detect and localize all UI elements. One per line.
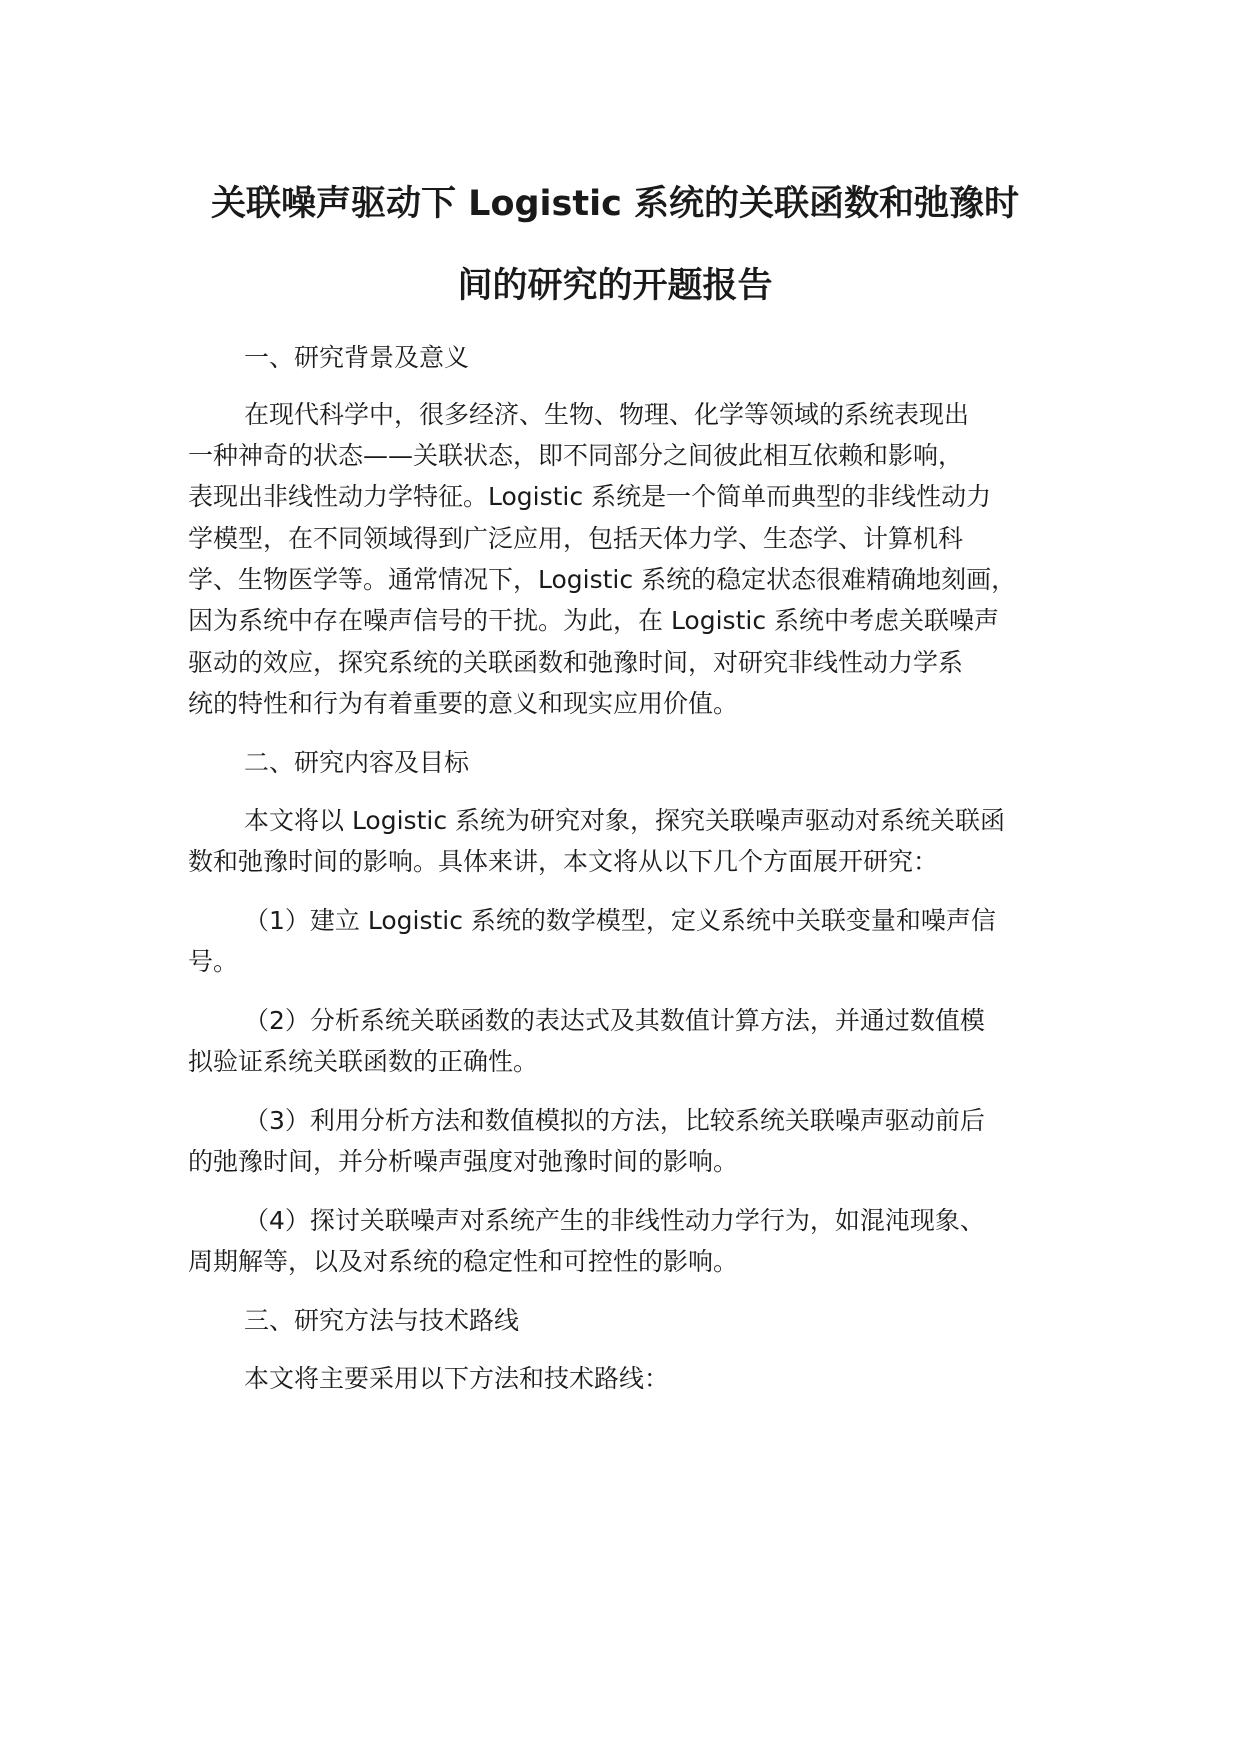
list-item-line: （4）探讨关联噪声对系统产生的非线性动力学行为，如混沌现象、 [244, 1206, 985, 1235]
document-title-line-2: 间的研究的开题报告 [457, 266, 773, 306]
list-item-line: （3）利用分析方法和数值模拟的方法，比较系统关联噪声驱动前后 [244, 1106, 985, 1135]
paragraph-line: 因为系统中存在噪声信号的干扰。为此，在 Logistic 系统中考虑关联噪声 [188, 606, 1000, 635]
list-item-line: （1）建立 Logistic 系统的数学模型，定义系统中关联变量和噪声信 [244, 906, 996, 935]
paragraph-line: 统的特性和行为有着重要的意义和现实应用价值。 [188, 689, 739, 718]
paragraph-line: 数和弛豫时间的影响。具体来讲，本文将从以下几个方面展开研究： [188, 847, 939, 876]
document-title-line-1: 关联噪声驱动下 Logistic 系统的关联函数和弛豫时 [210, 184, 1020, 224]
paragraph-line: 一种神奇的状态——关联状态，即不同部分之间彼此相互依赖和影响， [188, 441, 964, 470]
list-item-line: 拟验证系统关联函数的正确性。 [188, 1047, 539, 1076]
paragraph-line: 驱动的效应，探究系统的关联函数和弛豫时间，对研究非线性动力学系 [188, 648, 964, 677]
list-item-line: 周期解等，以及对系统的稳定性和可控性的影响。 [188, 1247, 739, 1276]
paragraph-line: 在现代科学中，很多经济、生物、物理、化学等领域的系统表现出 [244, 400, 970, 429]
list-item-line: 的弛豫时间，并分析噪声强度对弛豫时间的影响。 [188, 1147, 739, 1176]
list-item-line: 号。 [188, 947, 239, 976]
paragraph-line: 表现出非线性动力学特征。Logistic 系统是一个简单而典型的非线性动力 [188, 482, 992, 511]
paragraph-line: 学、生物医学等。通常情况下，Logistic 系统的稳定状态很难精确地刻画， [188, 565, 1017, 594]
section-heading-background: 一、研究背景及意义 [244, 343, 470, 372]
section-heading-content: 二、研究内容及目标 [244, 748, 470, 777]
paragraph-line: 学模型，在不同领域得到广泛应用，包括天体力学、生态学、计算机科 [188, 524, 964, 553]
section-heading-methods: 三、研究方法与技术路线 [244, 1306, 520, 1335]
paragraph-line: 本文将主要采用以下方法和技术路线： [244, 1364, 670, 1393]
paragraph-line: 本文将以 Logistic 系统为研究对象，探究关联噪声驱动对系统关联函 [244, 806, 1006, 835]
list-item-line: （2）分析系统关联函数的表达式及其数值计算方法，并通过数值模 [244, 1006, 985, 1035]
